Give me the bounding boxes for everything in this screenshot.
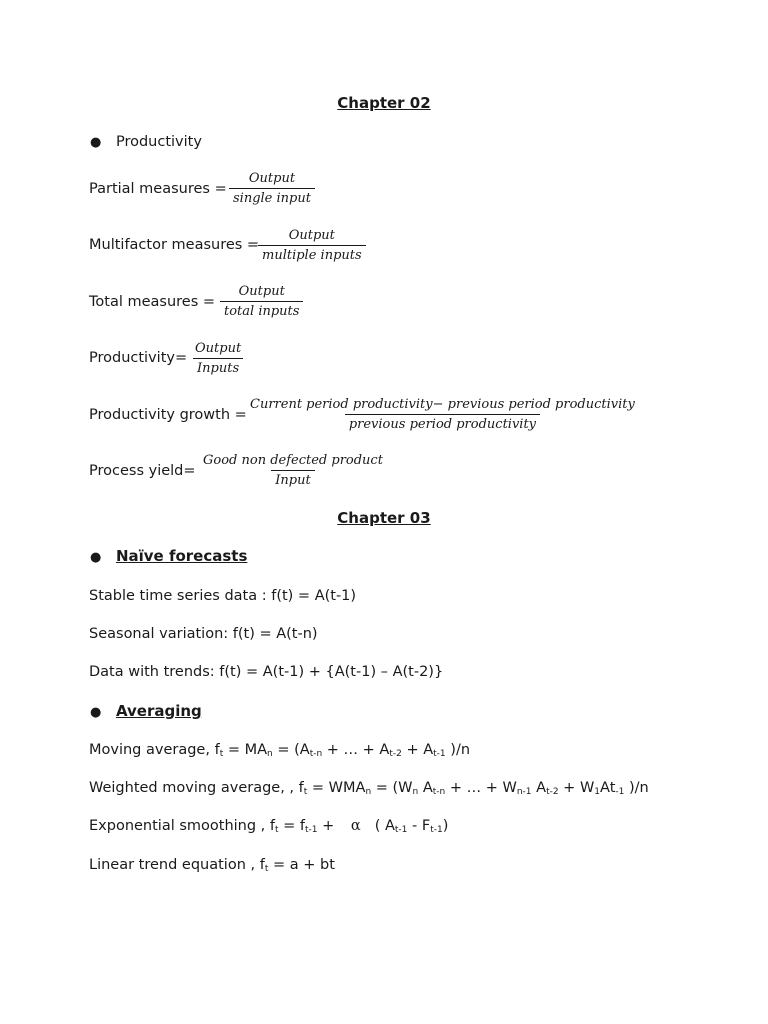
seasonal-variation-formula: Seasonal variation: f(t) = A(t-n) xyxy=(89,626,318,642)
subscript: n xyxy=(365,787,372,797)
text-segment: Weighted moving average, , f xyxy=(89,780,304,796)
text-segment: Linear trend equation , f xyxy=(89,857,265,873)
multifactor-measures-fraction xyxy=(258,227,366,264)
bullet-naive-forecasts xyxy=(90,547,247,567)
fraction-denominator: multiple inputs xyxy=(258,245,366,264)
weighted-moving-average-formula xyxy=(89,779,649,797)
subscript: t-1 xyxy=(394,825,408,835)
exponential-smoothing-formula xyxy=(89,817,448,835)
bullet-averaging-label: Averaging xyxy=(115,702,202,720)
subscript: t-2 xyxy=(389,749,402,759)
fraction-numerator: Good non defected product xyxy=(203,453,383,468)
text-segment: = (A xyxy=(272,742,310,758)
productivity-growth-label: Productivity growth = xyxy=(89,407,247,423)
stable-series-formula: Stable time series data : f(t) = A(t-1) xyxy=(89,588,357,604)
linear-trend-formula xyxy=(89,856,335,874)
subscript: t xyxy=(275,825,279,835)
subscript: t-1 xyxy=(305,825,318,835)
text-segment: + … + A xyxy=(322,742,390,758)
text-segment: = (W xyxy=(371,780,413,796)
bullet-icon: ● xyxy=(90,550,102,565)
subscript: t-1 xyxy=(433,749,446,759)
chapter-03-heading: Chapter 03 xyxy=(337,509,431,527)
fraction-numerator: Output xyxy=(195,341,242,356)
productivity-label: Productivity= xyxy=(89,350,188,366)
subscript: t-n xyxy=(309,749,323,759)
subscript: t-1 xyxy=(430,825,443,835)
text-segment: )/n xyxy=(624,780,649,796)
subscript: t xyxy=(219,749,224,759)
subscript: t xyxy=(264,864,269,874)
bullet-naive-label: Naïve forecasts xyxy=(115,547,248,565)
text-segment: Exponential smoothing , f xyxy=(89,818,276,834)
text-segment: - F xyxy=(407,818,431,834)
text-segment: A xyxy=(418,780,433,796)
process-yield-fraction xyxy=(199,452,387,489)
text-segment: ( A xyxy=(374,818,395,834)
text-segment: + … + W xyxy=(445,780,517,796)
text-segment: + xyxy=(317,818,339,834)
text-segment: + A xyxy=(401,742,434,758)
fraction-denominator: Inputs xyxy=(193,358,243,377)
text-segment: ) xyxy=(442,818,449,834)
fraction-denominator: total inputs xyxy=(220,301,303,320)
data-trends-formula: Data with trends: f(t) = A(t-1) + {A(t-1) – A(t-2)} xyxy=(89,664,444,680)
alpha-symbol: α xyxy=(350,818,361,834)
subscript: n xyxy=(412,787,419,797)
bullet-averaging xyxy=(90,702,202,722)
fraction-denominator: single input xyxy=(229,188,315,207)
bullet-productivity-label: Productivity xyxy=(115,134,202,150)
partial-measures-label: Partial measures = xyxy=(89,181,227,197)
total-measures-fraction xyxy=(220,283,303,320)
subscript: t xyxy=(303,787,308,797)
bullet-icon: ● xyxy=(90,135,102,150)
fraction-numerator: Current period productivity− previous period productivity xyxy=(250,397,635,412)
subscript: t-2 xyxy=(546,787,559,797)
text-segment: At xyxy=(600,780,616,796)
text-segment: = a + bt xyxy=(268,857,335,873)
partial-measures-fraction xyxy=(229,170,315,207)
subscript: -1 xyxy=(615,787,625,797)
text-segment: Moving average, f xyxy=(89,742,220,758)
bullet-icon: ● xyxy=(90,705,102,720)
text-segment: A xyxy=(531,780,547,796)
process-yield-label: Process yield= xyxy=(89,463,196,479)
multifactor-measures-label: Multifactor measures = xyxy=(89,237,260,253)
text-segment: = WMA xyxy=(307,780,366,796)
fraction-numerator: Output xyxy=(288,228,335,243)
text-segment: )/n xyxy=(445,742,471,758)
subscript: t-n xyxy=(432,787,446,797)
productivity-growth-fraction xyxy=(246,396,639,433)
fraction-denominator: previous period productivity xyxy=(345,414,540,433)
fraction-denominator: Input xyxy=(271,470,314,489)
text-segment: + W xyxy=(558,780,595,796)
chapter-02-heading: Chapter 02 xyxy=(337,94,431,112)
subscript: n xyxy=(267,749,273,759)
productivity-fraction xyxy=(191,340,245,377)
bullet-productivity xyxy=(90,133,202,152)
total-measures-label: Total measures = xyxy=(89,294,216,310)
moving-average-formula xyxy=(89,741,470,759)
subscript: 1 xyxy=(594,787,601,797)
subscript: n-1 xyxy=(516,787,532,797)
text-segment: = f xyxy=(278,818,306,834)
fraction-numerator: Output xyxy=(248,171,296,186)
fraction-numerator: Output xyxy=(238,284,285,299)
text-segment: = MA xyxy=(223,742,268,758)
